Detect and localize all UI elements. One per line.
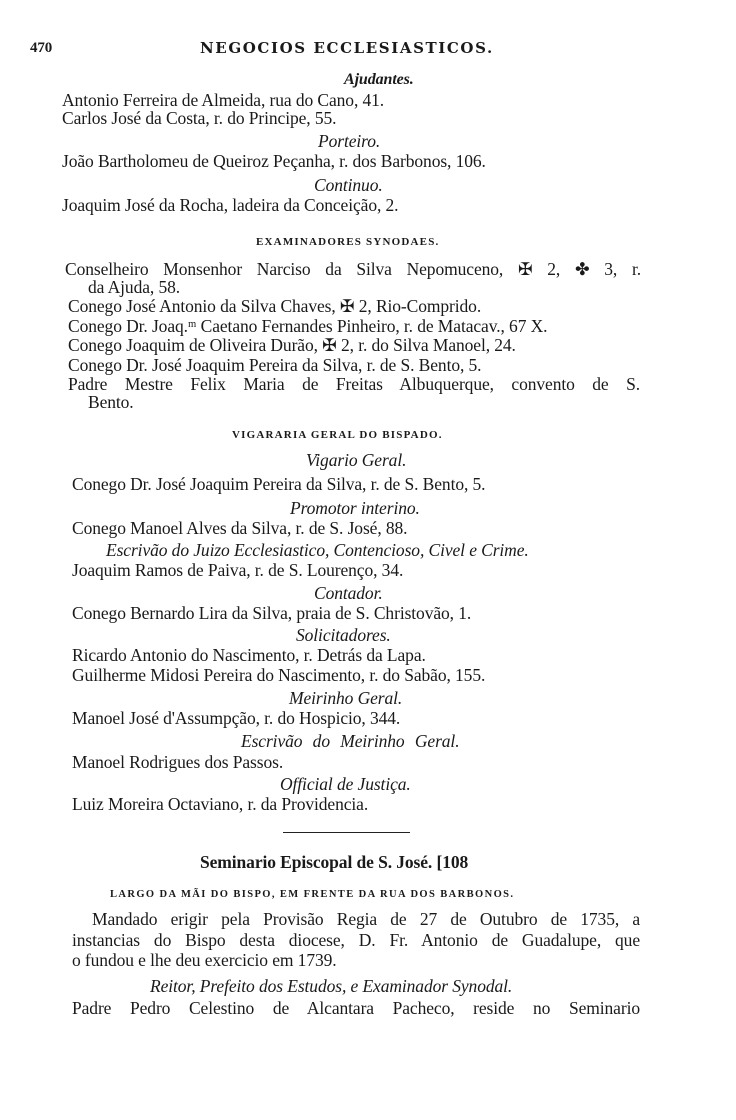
entry-line: Joaquim José da Rocha, ladeira da Conceição, 2. [62,195,399,215]
section-heading: Ajudantes. [344,71,414,88]
section-heading: Porteiro. [318,131,381,151]
seminario-title: Seminario Episcopal de S. José. [108 [200,852,469,872]
running-title: NEGOCIOS ECCLESIASTICOS. [200,39,494,57]
entry-line: Carlos José da Costa, r. do Principe, 55. [62,108,337,128]
section-heading: Escrivão do Meirinho Geral. [241,731,460,751]
entry-line: Conego Joaquim de Oliveira Durão, ✠ 2, r. do Silva Manoel, 24. [68,335,516,355]
entry-line: Antonio Ferreira de Almeida, rua do Cano, 41. [62,90,385,110]
section-heading: Solicitadores. [296,625,391,645]
entry-line: Padre Pedro Celestino de Alcantara Pacheco, reside no Seminario [72,998,640,1018]
entry-line: Conselheiro Monsenhor Narciso da Silva Nepomuceno, ✠ 2, ✤ 3, r. [65,259,641,279]
entry-line: Manoel Rodrigues dos Passos. [72,752,284,772]
entry-line: Manoel José d'Assumpção, r. do Hospicio, 344. [72,708,401,728]
entry-line: Luiz Moreira Octaviano, r. da Providencia. [72,794,369,814]
section-heading: Meirinho Geral. [289,688,403,708]
entry-line: Conego Dr. José Joaquim Pereira da Silva, r. de S. Bento, 5. [72,474,486,494]
entry-line: Padre Mestre Felix Maria de Freitas Albuquerque, convento de S. [68,374,640,394]
entry-line: Conego José Antonio da Silva Chaves, ✠ 2, Rio-Comprido. [68,296,482,316]
entry-line: Joaquim Ramos de Paiva, r. de S. Lourenço, 34. [72,560,404,580]
paragraph-line: o fundou e lhe deu exercicio em 1739. [72,950,337,970]
entry-line: Conego Dr. José Joaquim Pereira da Silva, r. de S. Bento, 5. [68,355,482,375]
entry-line: da Ajuda, 58. [88,277,181,297]
section-heading: Reitor, Prefeito dos Estudos, e Examinador Synodal. [150,976,513,996]
entry-line: Conego Dr. Joaq.ᵐ Caetano Fernandes Pinheiro, r. de Matacav., 67 X. [68,316,548,336]
paragraph-line: Mandado erigir pela Provisão Regia de 27 de Outubro de 1735, a [92,909,640,929]
entry-line: Bento. [88,392,134,412]
section-heading: Vigario Geral. [306,450,407,470]
section-heading: Official de Justiça. [280,774,411,794]
divider [283,832,410,833]
section-title: VIGARARIA GERAL DO BISPADO. [232,429,443,441]
entry-line: Conego Manoel Alves da Silva, r. de S. José, 88. [72,518,408,538]
seminario-address: LARGO DA MÃI DO BISPO, EM FRENTE DA RUA DOS BARBONOS. [110,889,515,900]
section-heading: Promotor interino. [290,498,420,518]
page-number: 470 [30,40,53,56]
entry-line: João Bartholomeu de Queiroz Peçanha, r. dos Barbonos, 106. [62,151,486,171]
section-title: EXAMINADORES SYNODAES. [256,236,440,248]
section-heading: Escrivão do Juizo Ecclesiastico, Contencioso, Civel e Crime. [106,540,529,560]
section-heading: Contador. [314,583,383,603]
entry-line: Ricardo Antonio do Nascimento, r. Detrás da Lapa. [72,645,426,665]
paragraph-line: instancias do Bispo desta diocese, D. Fr. Antonio de Guadalupe, que [72,930,640,950]
entry-line: Guilherme Midosi Pereira do Nascimento, r. do Sabão, 155. [72,665,486,685]
section-heading: Continuo. [314,175,383,195]
entry-line: Conego Bernardo Lira da Silva, praia de S. Christovão, 1. [72,603,472,623]
